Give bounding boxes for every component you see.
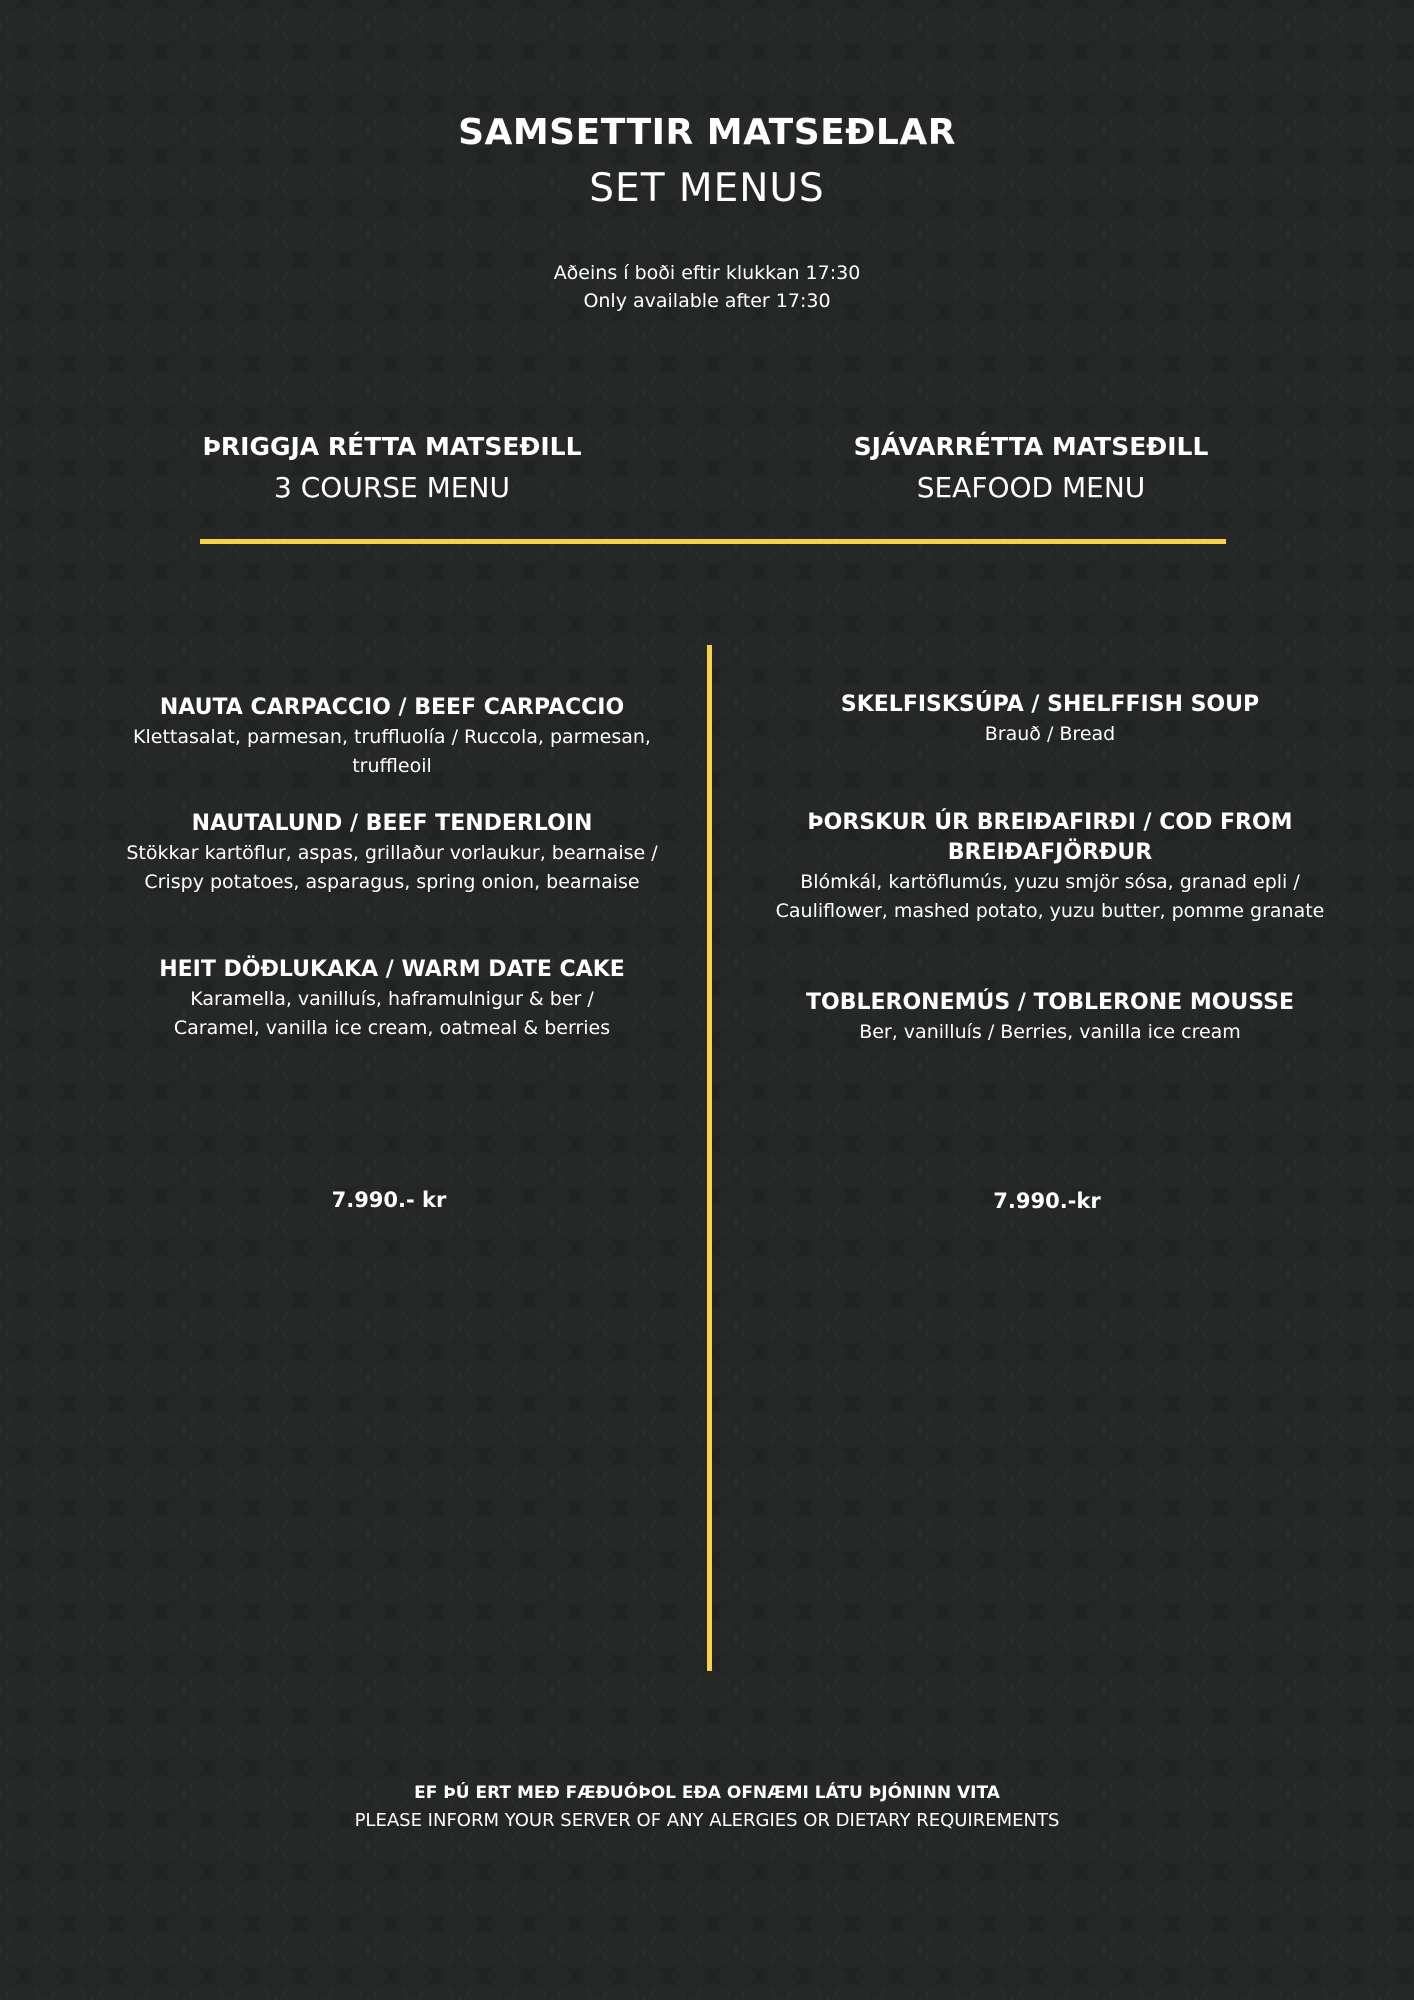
page-subtitle: SET MENUS (589, 166, 825, 211)
vertical-divider (707, 645, 712, 1671)
dish-name: SKELFISKSÚPA / SHELFFISH SOUP (840, 692, 1260, 717)
dish-description: truffleoil (352, 755, 432, 777)
dish-description: Crispy potatoes, asparagus, spring onion, bearnaise (144, 871, 640, 893)
dish-description: Ber, vanilluís / Berries, vanilla ice cream (859, 1021, 1241, 1043)
dish-description: Blómkál, kartöflumús, yuzu smjör sósa, granad epli / (800, 871, 1300, 893)
dish-item (102, 809, 682, 897)
dish-item (760, 808, 1340, 926)
menu-heading-seafood: SJÁVARRÉTTA MATSEÐILL (853, 432, 1209, 461)
price-seafood: 7.990.-kr (993, 1189, 1101, 1213)
dish-name: ÞORSKUR ÚR BREIÐAFIRÐI / COD FROM (807, 810, 1293, 835)
availability-note-is: Aðeins í boði eftir klukkan 17:30 (553, 262, 861, 284)
dish-item (760, 988, 1340, 1047)
dish-description: Karamella, vanilluís, haframulnigur & ber / (190, 988, 594, 1010)
dish-name: NAUTA CARPACCIO / BEEF CARPACCIO (159, 695, 625, 720)
dish-description: Stökkar kartöflur, aspas, grillaður vorlaukur, bearnaise / (126, 842, 658, 864)
dish-name: NAUTALUND / BEEF TENDERLOIN (191, 811, 593, 836)
menu-subheading-3-course: 3 COURSE MENU (274, 471, 510, 504)
availability-note-en: Only available after 17:30 (583, 290, 831, 312)
dish-item (760, 690, 1340, 749)
menu-heading-3-course: ÞRIGGJA RÉTTA MATSEÐILL (202, 432, 582, 461)
dish-name: BREIÐAFJÖRÐUR (947, 840, 1153, 865)
allergy-notice-en: PLEASE INFORM YOUR SERVER OF ANY ALERGIES OR DIETARY REQUIREMENTS (354, 1810, 1060, 1831)
dish-description: Caramel, vanilla ice cream, oatmeal & berries (173, 1017, 611, 1039)
dish-description: Cauliflower, mashed potato, yuzu butter, pomme granate (775, 900, 1325, 922)
menu-subheading-seafood: SEAFOOD MENU (916, 471, 1146, 504)
allergy-notice-is: EF ÞÚ ERT MEÐ FÆÐUÓÞOL EÐA OFNÆMI LÁTU ÞJÓNINN VITA (414, 1783, 1000, 1803)
dish-item (102, 693, 682, 781)
horizontal-divider (200, 539, 1226, 544)
dish-name: HEIT DÖÐLUKAKA / WARM DATE CAKE (159, 957, 625, 982)
dish-description: Brauð / Bread (984, 723, 1116, 745)
dish-name: TOBLERONEMÚS / TOBLERONE MOUSSE (805, 990, 1295, 1015)
price-3-course: 7.990.- kr (331, 1188, 447, 1212)
dish-description: Klettasalat, parmesan, truffluolía / Ruccola, parmesan, (133, 726, 651, 748)
page-title: SAMSETTIR MATSEÐLAR (458, 112, 956, 153)
dish-item (102, 955, 682, 1043)
